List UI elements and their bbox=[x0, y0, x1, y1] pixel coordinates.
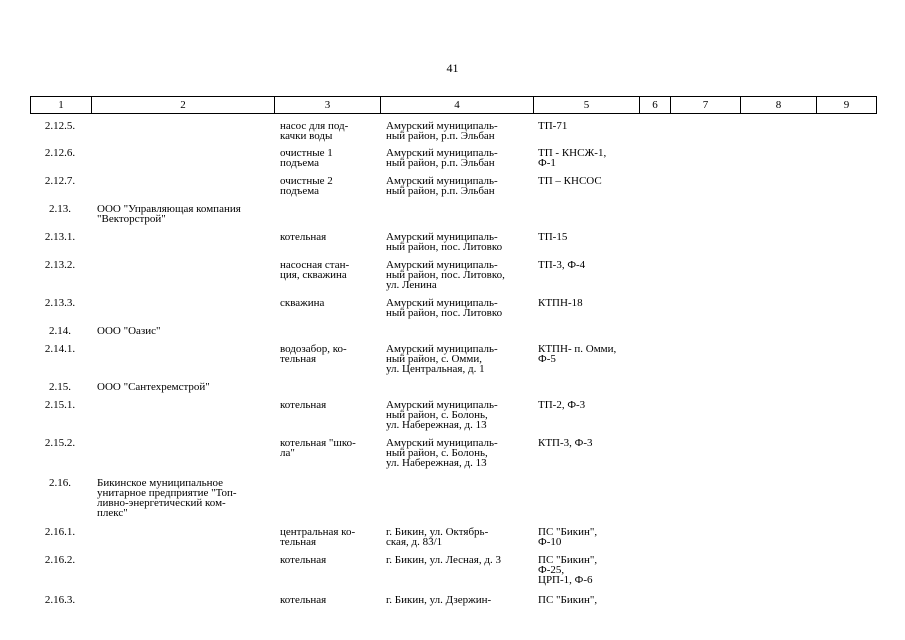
object-name: котельная bbox=[280, 594, 327, 606]
column-header-3: 3 bbox=[275, 97, 381, 114]
power-source: ПС "Бикин", bbox=[538, 594, 598, 606]
row-number: 2.16. bbox=[49, 477, 71, 489]
row-number: 2.13.2. bbox=[44, 259, 76, 271]
power-source: ТП-15 bbox=[538, 231, 568, 243]
object-name: водозабор, ко- тельная bbox=[280, 343, 347, 365]
column-header-6: 6 bbox=[640, 97, 671, 114]
address: Амурский муниципаль- ный район, с. Омми, ул. Центральная, д. 1 bbox=[386, 343, 498, 375]
row-number: 2.13.3. bbox=[44, 297, 76, 309]
address: Амурский муниципаль- ный район, р.п. Эльбан bbox=[386, 147, 498, 169]
object-name: насосная стан- ция, скважина bbox=[280, 259, 350, 281]
power-source: КТПН- п. Омми, Ф-5 bbox=[538, 343, 617, 365]
row-number: 2.14. bbox=[49, 325, 71, 337]
power-source: ТП-71 bbox=[538, 120, 568, 132]
column-header-7: 7 bbox=[671, 97, 741, 114]
column-header-8: 8 bbox=[741, 97, 817, 114]
object-name: котельная bbox=[280, 554, 327, 566]
address: Амурский муниципаль- ный район, пос. Литовко, ул. Ленина bbox=[386, 259, 505, 291]
row-number: 2.12.7. bbox=[44, 175, 76, 187]
address: Амурский муниципаль- ный район, р.п. Эльбан bbox=[386, 175, 498, 197]
object-name: насос для под- качки воды bbox=[280, 120, 349, 142]
address: Амурский муниципаль- ный район, с. Болонь, ул. Набережная, д. 13 bbox=[386, 437, 498, 469]
column-header-1: 1 bbox=[31, 97, 92, 114]
page-number: 41 bbox=[446, 61, 459, 75]
object-name: скважина bbox=[280, 297, 325, 309]
row-number: 2.14.1. bbox=[44, 343, 76, 355]
power-source: ТП - КНСЖ-1, Ф-1 bbox=[538, 147, 607, 169]
address: Амурский муниципаль- ный район, пос. Литовко bbox=[386, 297, 503, 319]
column-header-5: 5 bbox=[534, 97, 640, 114]
row-number: 2.16.3. bbox=[44, 594, 76, 606]
power-source: ПС "Бикин", Ф-25, ЦРП-1, Ф-6 bbox=[538, 554, 598, 586]
power-source: ПС "Бикин", Ф-10 bbox=[538, 526, 598, 548]
address: Амурский муниципаль- ный район, р.п. Эльбан bbox=[386, 120, 498, 142]
object-name: котельная "шко- ла" bbox=[280, 437, 356, 459]
object-name: центральная ко- тельная bbox=[280, 526, 356, 548]
organization-name: Бикинское муниципальное унитарное предприятие "Топ- ливно-энергетический ком- плекс" bbox=[97, 477, 237, 519]
object-name: котельная bbox=[280, 231, 327, 243]
power-source: ТП – КНСОС bbox=[538, 175, 602, 187]
column-header-9: 9 bbox=[817, 97, 877, 114]
address: г. Бикин, ул. Октябрь- ская, д. 83/1 bbox=[386, 526, 489, 548]
organization-name: ООО "Управляющая компания "Векторстрой" bbox=[97, 203, 241, 225]
address: Амурский муниципаль- ный район, пос. Литовко bbox=[386, 231, 503, 253]
row-number: 2.15. bbox=[49, 381, 71, 393]
row-number: 2.12.6. bbox=[44, 147, 76, 159]
object-name: котельная bbox=[280, 399, 327, 411]
power-source: КТПН-18 bbox=[538, 297, 583, 309]
row-number: 2.15.2. bbox=[44, 437, 76, 449]
power-source: ТП-2, Ф-3 bbox=[538, 399, 586, 411]
power-source: КТП-3, Ф-3 bbox=[538, 437, 593, 449]
row-number: 2.16.1. bbox=[44, 526, 76, 538]
column-header-2: 2 bbox=[92, 97, 275, 114]
row-number: 2.13.1. bbox=[44, 231, 76, 243]
address: г. Бикин, ул. Лесная, д. 3 bbox=[386, 554, 501, 566]
row-number: 2.15.1. bbox=[44, 399, 76, 411]
row-number: 2.13. bbox=[49, 203, 71, 215]
address: г. Бикин, ул. Дзержин- bbox=[386, 594, 492, 606]
organization-name: ООО "Сантехремстрой" bbox=[97, 381, 210, 393]
column-header-4: 4 bbox=[381, 97, 534, 114]
object-name: очистные 2 подъема bbox=[280, 175, 333, 197]
organization-name: ООО "Оазис" bbox=[97, 325, 161, 337]
power-source: ТП-3, Ф-4 bbox=[538, 259, 586, 271]
address: Амурский муниципаль- ный район, с. Болонь, ул. Набережная, д. 13 bbox=[386, 399, 498, 431]
row-number: 2.16.2. bbox=[44, 554, 76, 566]
object-name: очистные 1 подъема bbox=[280, 147, 333, 169]
row-number: 2.12.5. bbox=[44, 120, 76, 132]
